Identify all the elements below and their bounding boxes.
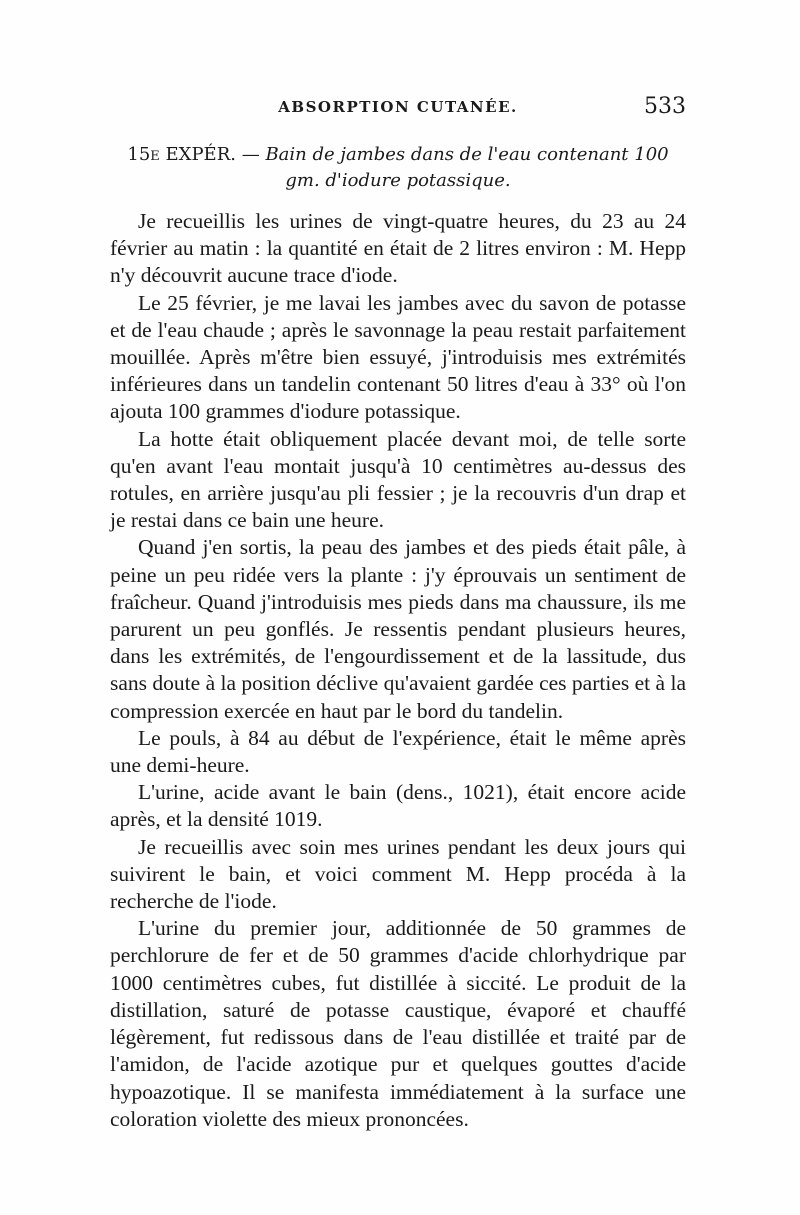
paragraph: Le pouls, à 84 au début de l'expérience, était le même après une demi-heure. <box>110 725 686 778</box>
running-head <box>110 94 686 128</box>
page-number: 533 <box>644 94 686 119</box>
paragraph: L'urine, acide avant le bain (dens., 1021), était encore acide après, et la densité 1019. <box>110 780 686 832</box>
running-title: ABSORPTION CUTANÉE. <box>278 98 518 116</box>
paragraph: Je recueillis avec soin mes urines pendant les deux jours qui suivirent le bain, et voici comment M. Hepp procéda à la recherche de l'iode. <box>110 834 686 914</box>
paragraph: Quand j'en sortis, la peau des jambes et des pieds était pâle, à peine un peu ridée vers la plante : j'y éprouvais un sentiment de fraîcheur. Quand j'introduisis mes pieds dans ma chaussure, ils me parurent un peu gonflés. Je ressentis pendant plusieurs heures, dans les extrémités, de l'engourdissement et de la lassitude, dus sans doute à la position déclive qu'avaient gardée ces parties et à la compression exercée en haut par le bord du tandelin. <box>110 535 686 723</box>
paragraph: Le 25 février, je me lavai les jambes avec du savon de potasse et de l'eau chaude ; après le savonnage la peau restait parfaitement mouillée. Après m'être bien essuyé, j'introduisis mes extrémités inférieures dans un tandelin contenant 50 litres d'eau à 33° où l'on ajouta 100 grammes d'iodure potassique. <box>110 290 686 424</box>
paragraph: La hotte était obliquement placée devant moi, de telle sorte qu'en avant l'eau montait jusqu'à 10 centimètres au-dessus des rotules, en arrière jusqu'au pli fessier ; je la recouvris d'un drap et je restai dans ce bain une heure. <box>110 426 686 533</box>
experiment-title: Bain de jambes dans de l'eau contenant 100 gm. d'iodure potassique. <box>265 144 669 191</box>
experiment-heading <box>110 142 686 194</box>
experiment-dash: — <box>235 144 266 165</box>
experiment-label: 15e EXPÉR. <box>127 144 236 165</box>
paragraph: L'urine du premier jour, additionnée de 50 grammes de perchlorure de fer et de 50 grammes d'acide chlorhydrique par 1000 centimètres cubes, fut distillée à siccité. Le produit de la distillation, saturé de potasse caustique, évaporé et chauffé légèrement, fut redissous dans de l'eau distillée et traité par de l'amidon, de l'acide azotique pur et quelques gouttes d'acide hypoazotique. Il se manifesta immédiatement à la surface une coloration violette des mieux prononcées. <box>110 916 686 1131</box>
body-text <box>110 208 686 1133</box>
paragraph: Je recueillis les urines de vingt-quatre heures, du 23 au 24 février au matin : la quantité en était de 2 litres environ : M. Hepp n'y découvrit aucune trace d'iode. <box>110 209 686 288</box>
